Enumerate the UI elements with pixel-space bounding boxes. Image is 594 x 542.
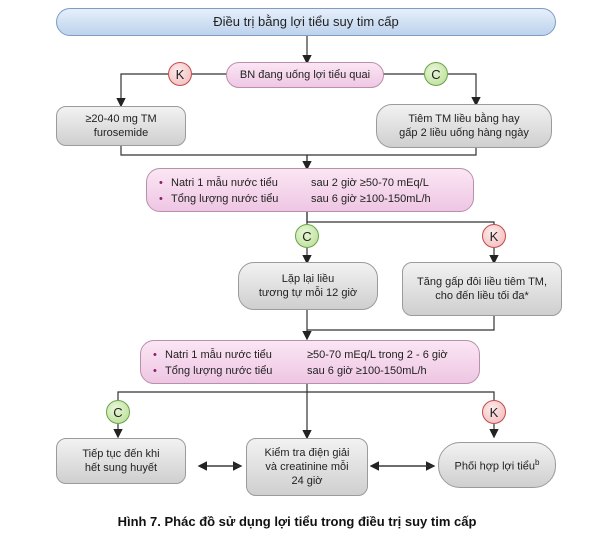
check2-row1-value: ≥50-70 mEq/L trong 2 - 6 giờ	[307, 349, 448, 361]
iv-dose-box	[376, 104, 552, 148]
furosemide-line-2: furosemide	[93, 127, 149, 139]
continue-box	[56, 438, 186, 484]
electrolyte-line-3: 24 giờ	[291, 475, 323, 487]
electrolyte-line-1: Kiểm tra điện giải	[264, 447, 350, 459]
furosemide-line-1: ≥20-40 mg TM	[85, 113, 157, 125]
check1-row1-label: Natri 1 mẫu nước tiểu	[171, 177, 278, 189]
check1-row1-value: sau 2 giờ ≥50-70 mEq/L	[311, 177, 429, 189]
furosemide-dose-box	[56, 106, 186, 146]
combine-text: Phối hợp lợi tiểu	[454, 460, 536, 473]
repeat-dose-box	[238, 262, 378, 310]
question-text: BN đang uống lợi tiểu quai	[239, 69, 371, 81]
no-circle-2: K	[482, 224, 506, 248]
repeat-line-1: Lặp lại liều	[281, 273, 335, 285]
iv-dose-line-1: Tiêm TM liều bằng hay	[408, 113, 520, 125]
yes-circle-3: C	[106, 400, 130, 424]
check1-row2-label: Tổng lượng nước tiểu	[171, 193, 279, 205]
continue-line-2: hết sung huyết	[84, 462, 158, 474]
urine-check-1: • Natri 1 mẫu nước tiểu sau 2 giờ ≥50-70 mEq/L • Tổng lượng nước tiểu sau 6 giờ ≥100-150mL/h	[146, 168, 474, 212]
electrolyte-line-2: và creatinine mỗi	[265, 461, 349, 473]
yes-circle-2: C	[295, 224, 319, 248]
no-circle-3: K	[482, 400, 506, 424]
check2-row2-value: sau 6 giờ ≥100-150mL/h	[307, 365, 427, 377]
combine-footnote: b	[535, 458, 540, 468]
iv-dose-line-2: gấp 2 liều uống hàng ngày	[399, 127, 529, 139]
no-circle-1: K	[168, 62, 192, 86]
title-box	[56, 8, 556, 36]
question-loop-diuretic	[226, 62, 384, 88]
double-dose-box	[402, 262, 562, 316]
check2-row1-label: Natri 1 mẫu nước tiểu	[165, 349, 272, 361]
continue-line-1: Tiếp tục đến khi	[82, 448, 160, 460]
repeat-line-2: tương tự mỗi 12 giờ	[258, 287, 358, 299]
figure-caption: Hình 7. Phác đồ sử dụng lợi tiểu trong điều trị suy tim cấp	[117, 514, 477, 529]
double-line-1: Tăng gấp đôi liều tiêm TM,	[416, 276, 548, 288]
urine-check-2: • Natri 1 mẫu nước tiểu ≥50-70 mEq/L trong 2 - 6 giờ • Tổng lượng nước tiểu sau 6 giờ ≥100-150mL/h	[140, 340, 480, 384]
check1-row2-value: sau 6 giờ ≥100-150mL/h	[311, 193, 431, 205]
electrolyte-check-box	[246, 438, 368, 496]
double-line-2: cho đến liều tối đa*	[435, 290, 529, 302]
yes-circle-1: C	[424, 62, 448, 86]
title-text: Điều trị bằng lợi tiểu suy tim cấp	[213, 14, 399, 29]
combine-diuretic-box	[438, 442, 556, 488]
check2-row2-label: Tổng lượng nước tiểu	[165, 365, 273, 377]
